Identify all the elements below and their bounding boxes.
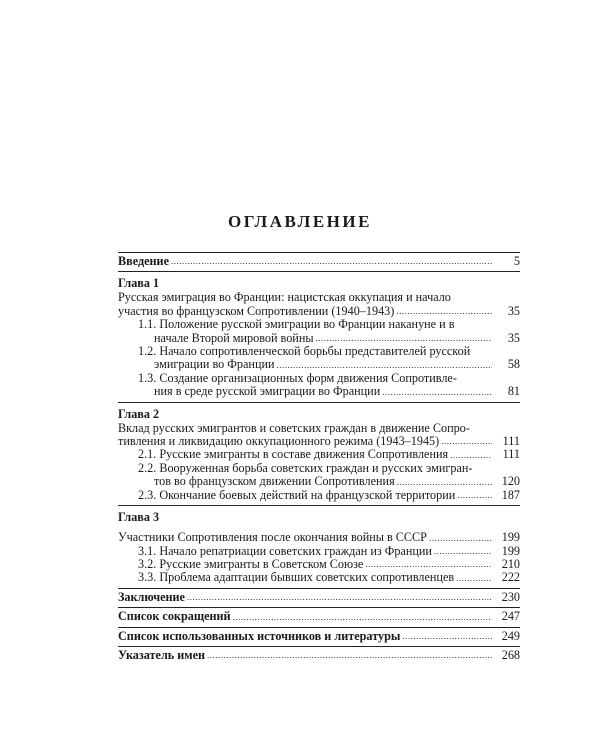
page-number: 249 bbox=[501, 628, 520, 643]
dot-leader bbox=[450, 449, 492, 462]
toc-entry-text: Участники Сопротивления после окончания войны в СССР bbox=[118, 530, 427, 545]
dot-leader bbox=[233, 611, 492, 624]
page-number: 199 bbox=[501, 543, 520, 558]
page-number: 5 bbox=[513, 254, 520, 268]
chapter-heading: Глава 3 bbox=[118, 510, 160, 525]
table-of-contents bbox=[118, 252, 520, 665]
dot-leader bbox=[187, 591, 492, 604]
toc-entry-label: Указатель имен bbox=[118, 647, 206, 662]
toc-entry-abbreviations[interactable] bbox=[118, 608, 520, 626]
dot-leader bbox=[382, 386, 492, 399]
dot-leader bbox=[207, 649, 492, 662]
toc-entry-section-3-2[interactable] bbox=[118, 558, 520, 571]
dot-leader bbox=[429, 532, 492, 545]
dot-leader bbox=[434, 545, 492, 558]
chapter-heading: Глава 2 bbox=[118, 406, 160, 421]
toc-entry-text: начале Второй мировой войны bbox=[154, 330, 314, 345]
dot-leader bbox=[277, 359, 492, 372]
toc-entry-text: 1.2. Начало сопротивленческой борьбы представителей русской bbox=[138, 344, 471, 359]
chapter-2 bbox=[118, 403, 520, 505]
page-number: 111 bbox=[502, 434, 520, 449]
toc-entry-text: участия во французском Сопротивлении (1940–1943) bbox=[118, 303, 395, 318]
toc-entry-chapter-1-main[interactable] bbox=[118, 291, 520, 318]
toc-entry-text: тивления и ликвидацию оккупационного режима (1943–1945) bbox=[118, 434, 440, 449]
toc-entry-text: эмиграции во Франции bbox=[154, 357, 275, 372]
page-number: 120 bbox=[501, 474, 520, 489]
chapter-3 bbox=[118, 506, 520, 588]
toc-entry-text: тов во французском движении Сопротивления bbox=[154, 474, 395, 489]
page-number: 187 bbox=[501, 487, 520, 502]
toc-entry-chapter-2-main[interactable] bbox=[118, 422, 520, 449]
page-number: 210 bbox=[501, 556, 520, 571]
toc-entry-sources[interactable] bbox=[118, 628, 520, 646]
toc-entry-section-1-3[interactable] bbox=[118, 372, 520, 399]
toc-entry-section-1-2[interactable] bbox=[118, 345, 520, 372]
toc-entry-text: 1.1. Положение русской эмиграции во Франции накануне и в bbox=[138, 317, 455, 332]
toc-entry-section-2-1[interactable] bbox=[118, 448, 520, 461]
page-number: 199 bbox=[501, 530, 520, 545]
toc-entry-intro[interactable] bbox=[118, 253, 520, 271]
toc-entry-text: 3.2. Русские эмигранты в Советском Союзе bbox=[138, 556, 364, 571]
toc-entry-section-2-2[interactable] bbox=[118, 462, 520, 489]
toc-entry-label: Заключение bbox=[118, 589, 185, 604]
page-number: 247 bbox=[501, 609, 520, 624]
toc-entry-label: Список сокращений bbox=[118, 609, 231, 624]
toc-entry-text: 1.3. Создание организационных форм движения Сопротивле- bbox=[138, 370, 457, 385]
dot-leader bbox=[456, 572, 492, 585]
toc-entry-text: Вклад русских эмигрантов и советских граждан в движение Сопро- bbox=[118, 420, 470, 435]
chapter-heading: Глава 1 bbox=[118, 276, 160, 291]
toc-entry-section-3-1[interactable] bbox=[118, 545, 520, 558]
page-number: 81 bbox=[507, 384, 520, 399]
toc-entry-conclusion[interactable] bbox=[118, 589, 520, 607]
dot-leader bbox=[397, 476, 492, 489]
toc-entry-chapter-3-main[interactable] bbox=[118, 531, 520, 544]
dot-leader bbox=[171, 255, 492, 268]
page-number: 58 bbox=[507, 357, 520, 372]
toc-entry-text: 3.3. Проблема адаптации бывших советских сопротивленцев bbox=[138, 570, 455, 585]
page-number: 268 bbox=[501, 647, 520, 662]
toc-entry-text: 2.3. Окончание боевых действий на французской территории bbox=[138, 487, 456, 502]
toc-entry-label: Список использованных источников и литературы bbox=[118, 628, 401, 643]
toc-entry-text: Русская эмиграция во Франции: нацистская оккупация и начало bbox=[118, 290, 451, 305]
page-number: 35 bbox=[507, 303, 520, 318]
dot-leader bbox=[402, 630, 492, 643]
page-number: 111 bbox=[502, 447, 520, 462]
page-title: ОГЛАВЛЕНИЕ bbox=[228, 212, 372, 231]
toc-entry-text: 2.1. Русские эмигранты в составе движения Сопротивления bbox=[138, 447, 449, 462]
toc-entry-name-index[interactable] bbox=[118, 647, 520, 665]
dot-leader bbox=[457, 489, 492, 502]
chapter-1 bbox=[118, 272, 520, 401]
toc-entry-text: ния в среде русской эмиграции во Франции bbox=[154, 384, 381, 399]
page-number: 35 bbox=[507, 330, 520, 345]
toc-entry-label: Введение bbox=[118, 254, 169, 268]
page-number: 222 bbox=[501, 570, 520, 585]
toc-entry-text: 3.1. Начало репатриации советских граждан из Франции bbox=[138, 543, 432, 558]
dot-leader bbox=[441, 435, 492, 448]
toc-entry-section-3-3[interactable] bbox=[118, 571, 520, 584]
toc-entry-text: 2.2. Вооруженная борьба советских граждан и русских эмигран- bbox=[138, 460, 473, 475]
toc-entry-section-2-3[interactable] bbox=[118, 489, 520, 502]
page-number: 230 bbox=[501, 589, 520, 604]
toc-entry-section-1-1[interactable] bbox=[118, 318, 520, 345]
